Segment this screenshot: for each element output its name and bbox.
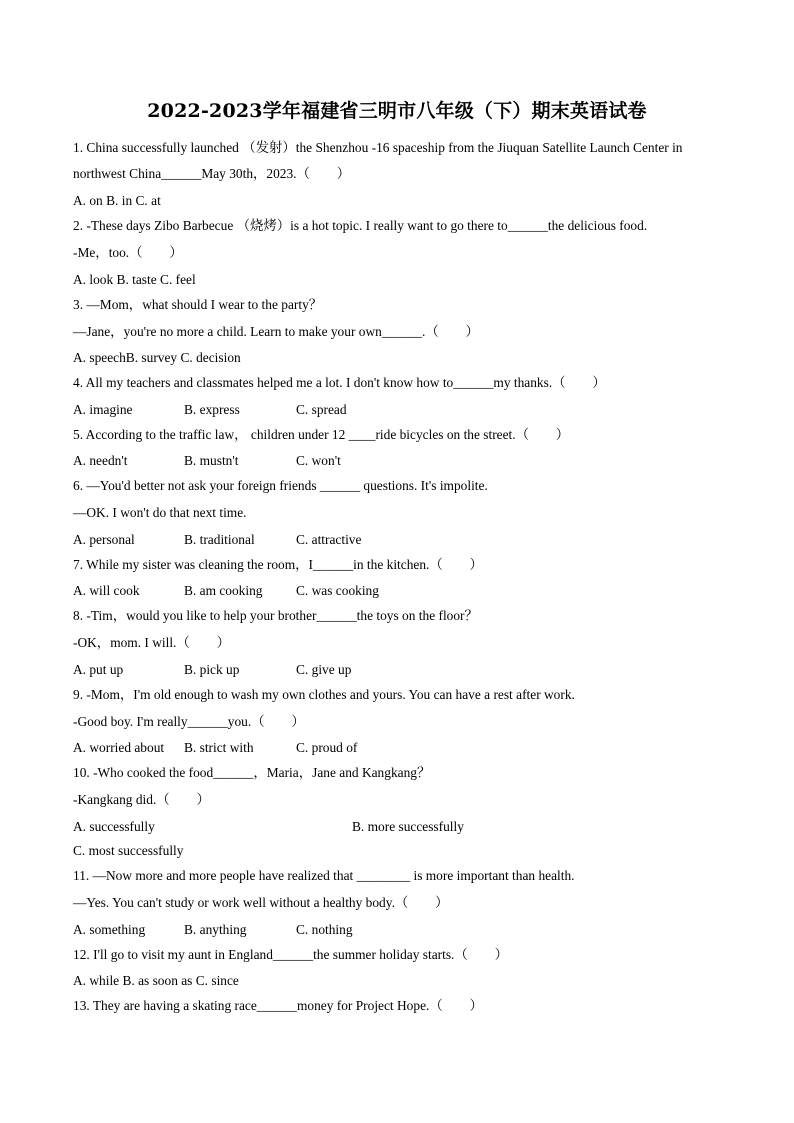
q11-text: 11. —Now more and more people have realized that ________ is more important than health. — [73, 868, 575, 883]
q11-option-b: B. anything — [184, 922, 247, 937]
q5-option-a: A. needn't — [73, 453, 128, 468]
q10-text-cont: -Kangkang did.（ ） — [73, 792, 210, 807]
q3-text: 3. —Mom，what should I wear to the party？ — [73, 297, 323, 312]
page-title: 2022-2023学年福建省三明市八年级（下）期末英语试卷 — [147, 100, 647, 122]
q2-text-cont: -Me，too.（ ） — [73, 245, 183, 260]
q10-option-c: C. most successfully — [73, 843, 184, 858]
q11-option-a: A. something — [73, 922, 146, 937]
q11-option-c: C. nothing — [296, 922, 353, 937]
q12-text: 12. I'll go to visit my aunt in England______the summer holiday starts.（ ） — [73, 947, 508, 962]
q9-option-c: C. proud of — [296, 740, 358, 755]
q7-option-c: C. was cooking — [296, 583, 379, 598]
q7-text: 7. While my sister was cleaning the room，I______in the kitchen.（ ） — [73, 557, 483, 572]
q11-text-cont: —Yes. You can't study or work well without a healthy body.（ ） — [73, 895, 449, 910]
q6-text: 6. —You'd better not ask your foreign friends ______ questions. It's impolite. — [73, 478, 488, 493]
q13-text: 13. They are having a skating race______money for Project Hope.（ ） — [73, 998, 483, 1013]
q5-option-c: C. won't — [296, 453, 341, 468]
q1-options: A. on B. in C. at — [73, 193, 161, 208]
q3-options: A. speechB. survey C. decision — [73, 350, 241, 365]
q7-option-a: A. will cook — [73, 583, 140, 598]
q2-options: A. look B. taste C. feel — [73, 272, 196, 287]
q7-option-b: B. am cooking — [184, 583, 263, 598]
q9-text-cont: -Good boy. I'm really______you.（ ） — [73, 714, 305, 729]
q2-text: 2. -These days Zibo Barbecue （烧烤）is a hot topic. I really want to go there to______the delicious food. — [73, 218, 648, 233]
q4-option-a: A. imagine — [73, 402, 133, 417]
q4-option-c: C. spread — [296, 402, 347, 417]
q10-option-b: B. more successfully — [352, 819, 464, 834]
q5-text: 5. According to the traffic law， children under 12 ____ride bicycles on the street.（ ） — [73, 427, 570, 442]
q9-text: 9. -Mom，I'm old enough to wash my own clothes and yours. You can have a rest after work. — [73, 687, 575, 702]
q6-text-cont: —OK. I won't do that next time. — [73, 505, 247, 520]
q6-option-b: B. traditional — [184, 532, 255, 547]
q8-option-b: B. pick up — [184, 662, 240, 677]
q4-text: 4. All my teachers and classmates helped me a lot. I don't know how to______my thanks.（ ） — [73, 375, 606, 390]
q8-option-c: C. give up — [296, 662, 352, 677]
q1-text-cont: northwest China______May 30th，2023.（ ） — [73, 166, 351, 181]
q8-text: 8. -Tim，would you like to help your brother______the toys on the floor？ — [73, 608, 478, 623]
q1-text: 1. China successfully launched （发射）the Shenzhou -16 spaceship from the Jiuquan Satellite Launch Center in — [73, 140, 683, 155]
q8-text-cont: -OK，mom. I will.（ ） — [73, 635, 230, 650]
q6-option-c: C. attractive — [296, 532, 362, 547]
q10-option-a: A. successfully — [73, 819, 155, 834]
q5-option-b: B. mustn't — [184, 453, 239, 468]
q12-options: A. while B. as soon as C. since — [73, 973, 239, 988]
q4-option-b: B. express — [184, 402, 240, 417]
q9-option-a: A. worried about — [73, 740, 165, 755]
q3-text-cont: —Jane，you're no more a child. Learn to make your own______.（ ） — [73, 324, 479, 339]
q6-option-a: A. personal — [73, 532, 135, 547]
q8-option-a: A. put up — [73, 662, 124, 677]
q9-option-b: B. strict with — [184, 740, 254, 755]
q10-text: 10. -Who cooked the food______，Maria，Jane and Kangkang？ — [73, 765, 431, 780]
